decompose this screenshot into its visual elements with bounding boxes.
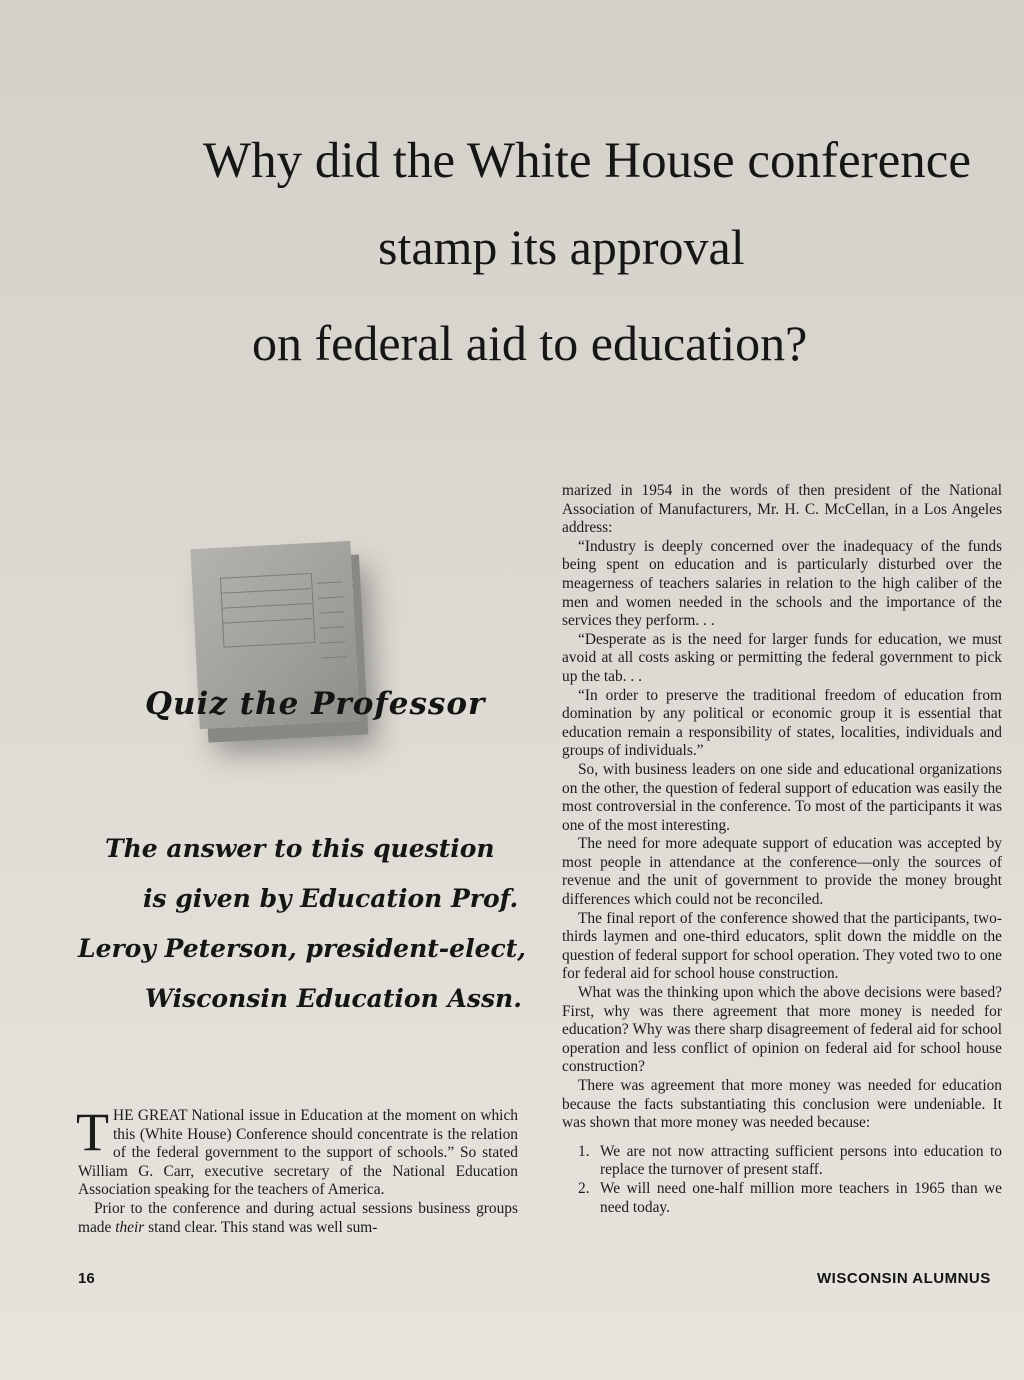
headline-line-2: stamp its approval: [378, 219, 745, 275]
document-rule: [319, 611, 344, 613]
page-number: 16: [78, 1270, 95, 1287]
left-paragraph-2: [78, 1200, 518, 1237]
numbered-list: [562, 1143, 1002, 1217]
right-column: [562, 482, 1002, 1217]
right-paragraph-1: marized in 1954 in the words of then president of the National Association of Manufacturers, Mr. H. C. McCellan, in a Los Angeles address:: [562, 482, 1002, 537]
answer-line-3: Leroy Peterson, president-elect,: [78, 934, 526, 963]
left-paragraph-1-text: HE GREAT National issue in Education at the moment on which this (White House) Conference should concentrate is the relation of the federal government to the support of schools.” So stated William G. Carr, executive secretary of the National Education Association speaking for the teachers of America.: [78, 1107, 518, 1199]
answer-line-4: Wisconsin Education Assn.: [145, 984, 522, 1013]
left-paragraph-2-before: Prior to the conference and during actual sessions business groups made: [78, 1199, 518, 1236]
document-rule: [321, 656, 346, 658]
right-paragraph-6: The need for more adequate support of education was accepted by most people in attendance at the conference—only the sources of revenue and the unit of government to provide the money brought differences which could not be reconciled.: [562, 835, 1002, 909]
answer-line-2: is given by Education Prof.: [143, 884, 519, 913]
list-item-text: We are not now attracting sufficient persons into education to replace the turnover of present staff.: [600, 1142, 1002, 1179]
list-item-text: We will need one-half million more teachers in 1965 than we need today.: [600, 1179, 1002, 1216]
left-paragraph-2-after: stand clear. This stand was well sum-: [144, 1218, 378, 1236]
headline-line-1: Why did the White House conference: [203, 133, 972, 189]
left-paragraph-2-emphasis: their: [115, 1218, 145, 1236]
left-column: [76, 1102, 518, 1237]
right-paragraph-4: “In order to preserve the traditional freedom of education from domination by any political or economic group it is essential that education remain a responsibility of states, localities, individuals and groups of individuals.”: [562, 686, 1002, 760]
right-paragraph-7: The final report of the conference showed that the participants, two-thirds laymen and one-third educators, split down the middle on the question of federal support for school operation. They voted two to one for federal aid for school house construction.: [562, 909, 1002, 983]
left-paragraph-1: [76, 1102, 518, 1200]
dropcap: T: [76, 1102, 109, 1162]
right-paragraph-3: “Desperate as is the need for larger funds for education, we must avoid at all costs asking or permitting the federal government to pick up the tab. . .: [562, 630, 1002, 685]
headline-line-3: on federal aid to education?: [252, 315, 808, 371]
magazine-name: WISCONSIN ALUMNUS: [817, 1270, 991, 1287]
document-rule: [317, 581, 342, 583]
right-paragraph-9: There was agreement that more money was needed for education because the facts substantiating this conclusion were undeniable. It was shown that more money was needed because:: [562, 1077, 1002, 1132]
quiz-the-professor-title: Quiz the Professor: [145, 686, 486, 722]
list-item-number: 1.: [578, 1142, 590, 1160]
answer-line-1: The answer to this question: [105, 834, 495, 863]
right-paragraph-8: What was the thinking upon which the above decisions were based? First, why was there agreement that more money is needed for education? Why was there sharp disagreement of federal aid for school operation and less conflict of opinion on federal aid for school house construction?: [562, 984, 1002, 1076]
document-rule: [320, 641, 345, 643]
document-rule: [318, 596, 343, 598]
list-item: [562, 1143, 1002, 1180]
list-item: [562, 1180, 1002, 1217]
right-paragraph-5: So, with business leaders on one side and educational organizations on the other, the question of federal support of education was easily the most controversial in the conference. To most of the participants it was one of the most interesting.: [562, 760, 1002, 834]
document-rule: [320, 626, 345, 628]
document-form-box: [220, 573, 316, 648]
right-paragraph-2: “Industry is deeply concerned over the inadequacy of the funds being spent on education and is particularly disturbed over the meagerness of teachers salaries in relation to the high caliber of the men and women needed in the schools and the importance of the services they perform. . .: [562, 537, 1002, 630]
list-item-number: 2.: [578, 1179, 590, 1197]
